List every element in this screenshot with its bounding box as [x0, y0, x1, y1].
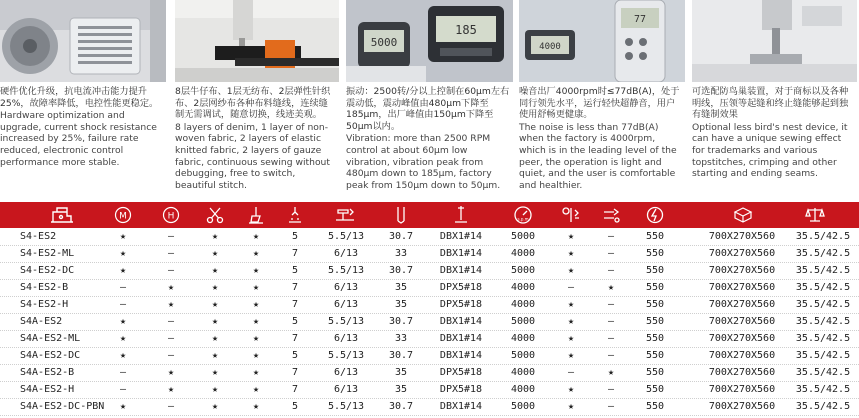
stitch-length-cell: 7 [291, 333, 299, 344]
table-row [0, 347, 859, 365]
speed-cell: 5000 [510, 350, 536, 361]
svg-text:M: M [119, 211, 127, 222]
weight-cell: 35.5/42.5 [795, 248, 851, 259]
h-cell: — [167, 231, 175, 242]
feature-nest [692, 0, 859, 190]
dimensions-cell: 700X270X560 [708, 384, 776, 395]
foot-cell: ★ [252, 316, 260, 327]
trim-cell: ★ [211, 231, 219, 242]
foot-cell: ★ [252, 299, 260, 310]
foot-cell: ★ [252, 384, 260, 395]
table-row [0, 364, 859, 382]
power-cell: 550 [645, 265, 665, 276]
value-cell: 30.7 [388, 401, 414, 412]
table-row [0, 313, 859, 331]
foot-cell: ★ [252, 367, 260, 378]
svg-text:H: H [167, 211, 175, 222]
feature-noise-en: The noise is less than 77dB(A) when the factory is 4000rpm, which is in the leading level of the peer, the operation is light and quiet, and the user is comfortable and healthier. [519, 121, 677, 191]
thread-trim-icon [558, 202, 584, 228]
value-cell: 33 [394, 248, 408, 259]
stitch-length-cell: 7 [291, 248, 299, 259]
lift-height-cell: 6/13 [333, 248, 359, 259]
backtack-cell: — [607, 333, 615, 344]
dimensions-cell: 700X270X560 [708, 350, 776, 361]
feature-noise-cn: 噪音出厂4000rpm时≤77dB(A)，处于同行领先水平，运行轻快超静音，用户使用舒畅更健康。 [519, 86, 680, 121]
needle-cell: DBX1#14 [439, 401, 483, 412]
m-cell: ★ [119, 316, 127, 327]
thread-trim-cell: — [567, 282, 575, 293]
h-cell: — [167, 350, 175, 361]
stitch-length-cell: 7 [291, 367, 299, 378]
trim-cell: ★ [211, 282, 219, 293]
model-cell: S4-ES2-ML [20, 248, 75, 259]
model-cell: S4A-ES2-H [20, 384, 75, 395]
m-cell: ★ [119, 231, 127, 242]
weight-cell: 35.5/42.5 [795, 282, 851, 293]
svg-text:77: 77 [633, 14, 647, 25]
dimensions-cell: 700X270X560 [708, 299, 776, 310]
foot-cell: ★ [252, 231, 260, 242]
lift-height-cell: 5.5/13 [327, 265, 365, 276]
foot-cell: ★ [252, 248, 260, 259]
stitch-length-cell: 5 [291, 350, 299, 361]
feature-vibration-en: Vibration: more than 2500 RPM control at about 60μm low vibration, vibration peak from 480μm down to 185μm, factory peak from 150μm down to 50μm. [346, 133, 501, 191]
model-cell: S4-ES2-H [20, 299, 69, 310]
lift-height-icon [330, 202, 360, 228]
needle-cell: DBX1#14 [439, 231, 483, 242]
m-cell: ★ [119, 401, 127, 412]
weight-cell: 35.5/42.5 [795, 333, 851, 344]
table-row [0, 398, 859, 416]
dimensions-cell: 700X270X560 [708, 265, 776, 276]
h-cell: ★ [167, 384, 175, 395]
sewing-machine-icon [44, 202, 80, 228]
needle-cell: DPX5#18 [439, 367, 483, 378]
needle-cell: DPX5#18 [439, 299, 483, 310]
feature-strip [0, 0, 859, 190]
lift-height-cell: 6/13 [333, 367, 359, 378]
thread-trim-cell: ★ [567, 299, 575, 310]
h-cell: — [167, 333, 175, 344]
feature-fabric-cn: 8层牛仔布、1层无纺布、2层弹性针织布、2层网纱布各种布料缝线，连续缝制无需调试，随意切换，线迹美观。 [175, 86, 331, 121]
needle-cell: DPX5#18 [439, 282, 483, 293]
m-cell: ★ [119, 248, 127, 259]
feature-nest-cn: 可选配防鸟巢装置，对于商标以及各种明线，压领等起缝和终止缝能够起到独有缝制效果 [692, 86, 849, 121]
model-cell: S4A-ES2-DC-PBN [20, 401, 105, 412]
dimensions-cell: 700X270X560 [708, 367, 776, 378]
needle-cell: DBX1#14 [439, 248, 483, 259]
table-row [0, 296, 859, 314]
weight-cell: 35.5/42.5 [795, 384, 851, 395]
m-cell: ★ [119, 350, 127, 361]
stitch-length-cell: 5 [291, 265, 299, 276]
needle-cell: DBX1#14 [439, 265, 483, 276]
speed-cell: 4000 [510, 384, 536, 395]
backtack-cell: — [607, 350, 615, 361]
power-cell: 550 [645, 384, 665, 395]
dimensions-cell: 700X270X560 [708, 248, 776, 259]
weight-cell: 35.5/42.5 [795, 231, 851, 242]
value-cell: 30.7 [388, 265, 414, 276]
foot-cell: ★ [252, 333, 260, 344]
thread-trim-cell: ★ [567, 316, 575, 327]
thread-trim-cell: ★ [567, 401, 575, 412]
noise-meter-photo [519, 0, 685, 82]
stitch-length-icon [282, 202, 308, 228]
svg-text:5000: 5000 [370, 36, 398, 49]
model-cell: S4-ES2-B [20, 282, 69, 293]
backtack-cell: ★ [607, 367, 615, 378]
m-circle-icon [110, 202, 136, 228]
table-row [0, 381, 859, 399]
speed-cell: 5000 [510, 265, 536, 276]
value-cell: 30.7 [388, 231, 414, 242]
feature-vibration [346, 0, 514, 190]
needle-presser-photo [692, 0, 857, 82]
backtack-cell: — [607, 299, 615, 310]
needle-icon [388, 202, 414, 228]
needle-cell: DBX1#14 [439, 350, 483, 361]
trim-cell: ★ [211, 265, 219, 276]
backtack-cell: — [607, 248, 615, 259]
power-cell: 550 [645, 401, 665, 412]
thread-trim-cell: ★ [567, 333, 575, 344]
stitch-length-cell: 7 [291, 282, 299, 293]
power-cell: 550 [645, 333, 665, 344]
m-cell: — [119, 367, 127, 378]
feature-motor-cn: 硬件优化升级，抗电流冲击能力提升25%，故障率降低，电控性能更稳定。 [0, 86, 159, 109]
h-cell: ★ [167, 282, 175, 293]
speed-cell: 5000 [510, 231, 536, 242]
feature-noise [519, 0, 687, 190]
m-cell: — [119, 282, 127, 293]
speed-cell: 5000 [510, 401, 536, 412]
lift-height-cell: 6/13 [333, 299, 359, 310]
h-cell: — [167, 265, 175, 276]
machine-motor-photo [0, 0, 166, 82]
lift-height-cell: 5.5/13 [327, 231, 365, 242]
thread-trim-cell: ★ [567, 265, 575, 276]
fabric-sewing-photo [175, 0, 339, 82]
value-cell: 35 [394, 384, 408, 395]
thread-trim-cell: ★ [567, 384, 575, 395]
spec-table-header [0, 202, 859, 228]
dimensions-cell: 700X270X560 [708, 282, 776, 293]
power-cell: 550 [645, 350, 665, 361]
svg-text:s.p.m: s.p.m [517, 216, 529, 222]
trim-cell: ★ [211, 333, 219, 344]
dimensions-cell: 700X270X560 [708, 333, 776, 344]
foot-cell: ★ [252, 350, 260, 361]
svg-text:185: 185 [455, 23, 477, 37]
speed-cell: 4000 [510, 282, 536, 293]
backtack-cell: — [607, 265, 615, 276]
trim-cell: ★ [211, 350, 219, 361]
weight-cell: 35.5/42.5 [795, 299, 851, 310]
speed-cell: 4000 [510, 248, 536, 259]
needle-type-icon [448, 202, 474, 228]
trim-cell: ★ [211, 401, 219, 412]
h-cell: — [167, 316, 175, 327]
stitch-length-cell: 5 [291, 316, 299, 327]
weight-cell: 35.5/42.5 [795, 350, 851, 361]
stitch-length-cell: 5 [291, 231, 299, 242]
speed-cell: 4000 [510, 333, 536, 344]
model-cell: S4-ES2 [20, 231, 57, 242]
value-cell: 35 [394, 282, 408, 293]
needle-cell: DBX1#14 [439, 316, 483, 327]
foot-cell: ★ [252, 265, 260, 276]
power-cell: 550 [645, 299, 665, 310]
presser-foot-icon [243, 202, 269, 228]
table-row [0, 245, 859, 263]
model-cell: S4A-ES2-B [20, 367, 75, 378]
thread-trim-cell: ★ [567, 350, 575, 361]
table-row [0, 262, 859, 280]
needle-cell: DPX5#18 [439, 384, 483, 395]
trim-cell: ★ [211, 384, 219, 395]
trim-cell: ★ [211, 299, 219, 310]
weight-cell: 35.5/42.5 [795, 401, 851, 412]
value-cell: 33 [394, 333, 408, 344]
speed-cell: 5000 [510, 316, 536, 327]
thread-trim-cell: ★ [567, 248, 575, 259]
model-cell: S4A-ES2 [20, 316, 63, 327]
feature-vibration-cn: 振动：2500转/分以上控制在60μm左右震动低，震动峰值由480μm下降至185μm，出厂峰值由150μm下降至50μm以内。 [346, 86, 510, 132]
lift-height-cell: 5.5/13 [327, 350, 365, 361]
feature-nest-en: Optional less bird's nest device, it can have a unique sewing effect for trademarks and various topstitches, crimping and other starting and ending seams. [692, 121, 848, 180]
m-cell: ★ [119, 333, 127, 344]
m-cell: — [119, 299, 127, 310]
stitch-length-cell: 7 [291, 384, 299, 395]
lift-height-cell: 5.5/13 [327, 401, 365, 412]
power-cell: 550 [645, 316, 665, 327]
power-cell: 550 [645, 282, 665, 293]
vibration-meter-photo [346, 0, 513, 82]
backtack-cell: — [607, 231, 615, 242]
trim-cell: ★ [211, 367, 219, 378]
foot-cell: ★ [252, 401, 260, 412]
backtack-cell: — [607, 316, 615, 327]
backtack-cell: — [607, 384, 615, 395]
power-icon [642, 202, 668, 228]
table-row [0, 228, 859, 246]
m-cell: ★ [119, 265, 127, 276]
value-cell: 35 [394, 299, 408, 310]
model-cell: S4-ES2-DC [20, 265, 75, 276]
stitch-length-cell: 5 [291, 401, 299, 412]
backtack-cell: — [607, 401, 615, 412]
lift-height-cell: 6/13 [333, 333, 359, 344]
backtack-cell: ★ [607, 282, 615, 293]
m-cell: — [119, 384, 127, 395]
foot-cell: ★ [252, 282, 260, 293]
needle-cell: DBX1#14 [439, 333, 483, 344]
speed-gauge-icon [508, 202, 538, 228]
h-cell: ★ [167, 367, 175, 378]
table-row [0, 330, 859, 348]
lift-height-cell: 6/13 [333, 384, 359, 395]
weight-cell: 35.5/42.5 [795, 316, 851, 327]
power-cell: 550 [645, 248, 665, 259]
trim-cell: ★ [211, 248, 219, 259]
stitch-length-cell: 7 [291, 299, 299, 310]
model-cell: S4A-ES2-ML [20, 333, 81, 344]
feature-motor [0, 0, 168, 190]
model-cell: S4A-ES2-DC [20, 350, 81, 361]
thread-trim-cell: ★ [567, 231, 575, 242]
value-cell: 35 [394, 367, 408, 378]
power-cell: 550 [645, 231, 665, 242]
value-cell: 30.7 [388, 316, 414, 327]
svg-text:4000: 4000 [539, 42, 561, 52]
weight-icon [800, 202, 830, 228]
backtack-icon [598, 202, 624, 228]
dimensions-cell: 700X270X560 [708, 231, 776, 242]
speed-cell: 4000 [510, 367, 536, 378]
feature-motor-en: Hardware optimization and upgrade, current shock resistance increased by 25%, failure rate reduced, electronic control performance more stable. [0, 110, 157, 168]
h-cell: — [167, 248, 175, 259]
feature-fabric [175, 0, 341, 190]
dimensions-cell: 700X270X560 [708, 401, 776, 412]
dimensions-icon [728, 202, 758, 228]
thread-trim-cell: — [567, 367, 575, 378]
h-cell: — [167, 401, 175, 412]
power-cell: 550 [645, 367, 665, 378]
h-circle-icon [158, 202, 184, 228]
table-row [0, 279, 859, 297]
value-cell: 30.7 [388, 350, 414, 361]
lift-height-cell: 6/13 [333, 282, 359, 293]
h-cell: ★ [167, 299, 175, 310]
weight-cell: 35.5/42.5 [795, 265, 851, 276]
weight-cell: 35.5/42.5 [795, 367, 851, 378]
dimensions-cell: 700X270X560 [708, 316, 776, 327]
feature-fabric-en: 8 layers of denim, 1 layer of non-woven fabric, 2 layers of elastic knitted fabric, 2 layers of gauze fabric, continuous sewing without debugging, free to switch, beautiful stitch. [175, 121, 330, 191]
lift-height-cell: 5.5/13 [327, 316, 365, 327]
scissors-icon [202, 202, 228, 228]
speed-cell: 4000 [510, 299, 536, 310]
trim-cell: ★ [211, 316, 219, 327]
